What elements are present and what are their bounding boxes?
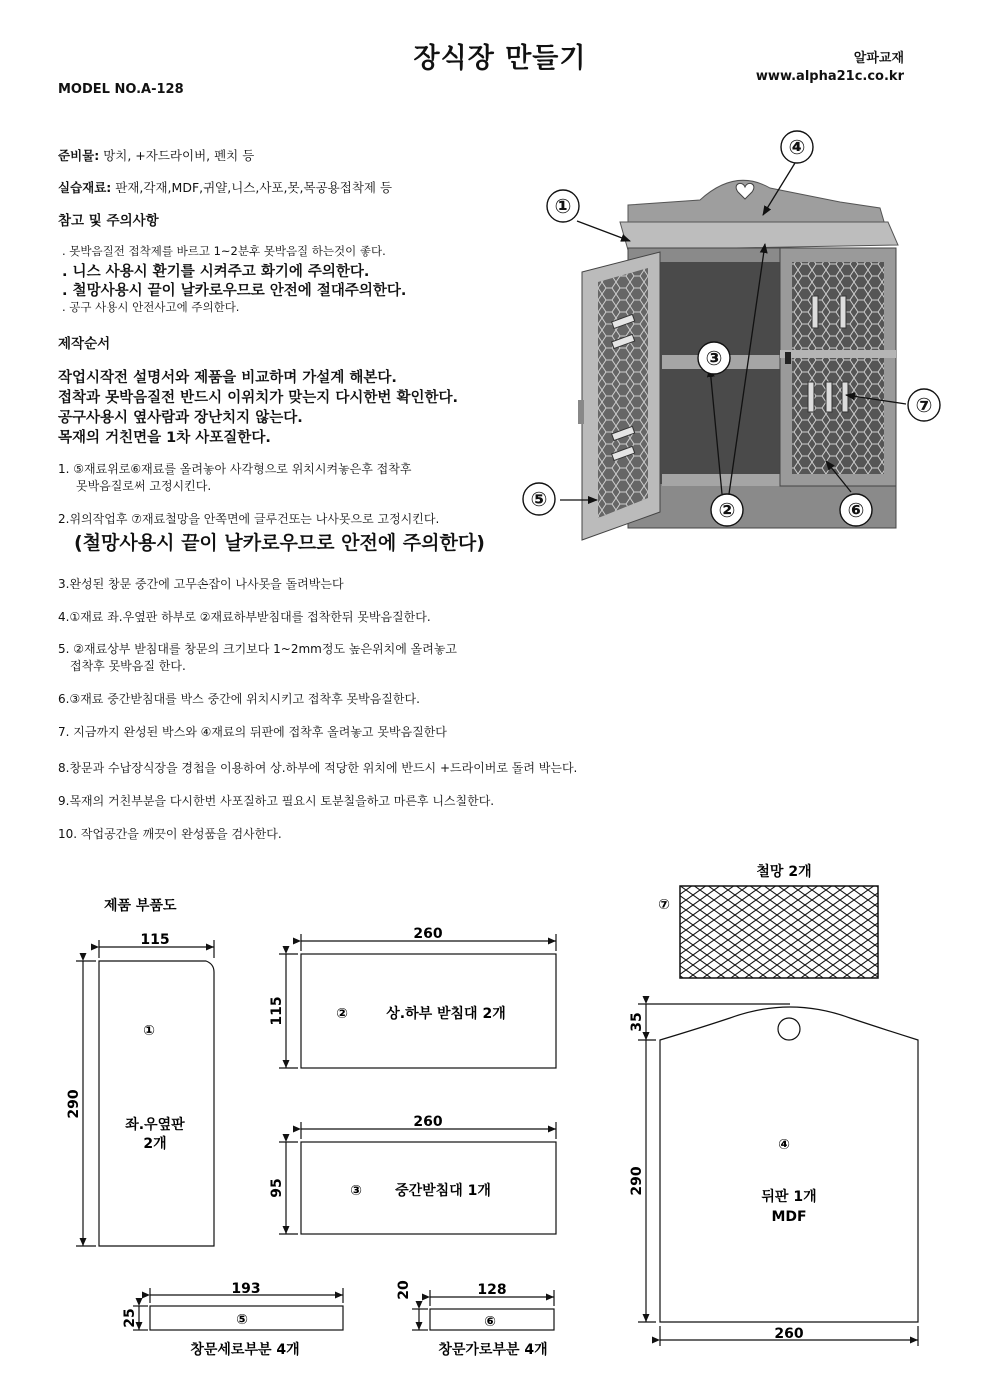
part-6-number: ⑥ <box>484 1314 496 1330</box>
part-2-width: 260 <box>413 926 443 942</box>
page-title: 장식장 만들기 <box>413 43 587 74</box>
part-3-height: 95 <box>269 1178 285 1198</box>
part-4-drawing <box>638 1004 918 1346</box>
part-2-height: 115 <box>269 996 285 1026</box>
note-item: . 공구 사용시 안전사고에 주의한다. <box>62 300 240 314</box>
prep-item: 공구사용시 옆사람과 장난치지 않는다. <box>58 410 303 426</box>
tools-text: 망치, +자드라이버, 펜치 등 <box>99 148 255 163</box>
part-7-number: ⑦ <box>658 897 670 913</box>
part-1-name: 좌.우옆판 <box>125 1117 185 1133</box>
step-3: 3.완성된 창문 중간에 고무손잡이 나사못을 돌려박는다 <box>58 577 344 591</box>
part-7-name: 철망 2개 <box>756 864 812 880</box>
part-6-name: 창문가로부분 4개 <box>438 1342 548 1358</box>
note-item: . 못박음질전 접착제를 바르고 1~2분후 못박음질 하는것이 좋다. <box>62 244 386 258</box>
photo-label-6: ⑥ <box>847 498 865 522</box>
part-2-drawing <box>279 934 556 1068</box>
brand-name: 알파교재 <box>853 51 904 66</box>
step-9: 9.목재의 거친부분을 다시한번 사포질하고 필요시 토분칠을하고 마른후 니스칠한다. <box>58 794 495 808</box>
part-4-top-height: 35 <box>629 1012 645 1032</box>
part-4-name: 뒤판 1개 <box>761 1189 817 1205</box>
part-1-number: ① <box>143 1023 155 1039</box>
part-6-width: 128 <box>477 1282 507 1298</box>
tools-label: 준비물: <box>58 148 100 163</box>
part-6-height: 20 <box>396 1280 412 1300</box>
photo-label-4: ④ <box>788 135 806 159</box>
step-1-cont: 못박음질로써 고정시킨다. <box>76 479 212 493</box>
order-heading: 제작순서 <box>58 336 111 352</box>
prep-item: 목재의 거친면을 1차 사포질한다. <box>58 430 271 446</box>
part-5-width: 193 <box>231 1281 261 1297</box>
photo-label-7: ⑦ <box>915 393 933 417</box>
photo-label-1: ① <box>554 194 572 218</box>
materials-label: 실습재료: <box>58 180 112 195</box>
part-3-name: 중간받침대 1개 <box>395 1183 491 1199</box>
part-2-name: 상.하부 받침대 2개 <box>386 1006 506 1022</box>
part-3-number: ③ <box>350 1183 362 1199</box>
brand-url: www.alpha21c.co.kr <box>755 69 904 84</box>
part-4-material: MDF <box>771 1209 807 1225</box>
part-3-drawing <box>279 1122 556 1234</box>
wire-warning: (철망사용시 끝이 날카로우므로 안전에 주의한다) <box>74 532 485 554</box>
part-3-width: 260 <box>413 1114 443 1130</box>
photo-label-3: ③ <box>705 346 723 370</box>
step-2: 2.위의작업후 ⑦재료철망을 안쪽면에 글루건또는 나사못으로 고정시킨다. <box>58 512 440 526</box>
part-1-drawing <box>76 940 214 1246</box>
step-8: 8.창문과 수납장식장을 경첩을 이용하여 상.하부에 적당한 위치에 반드시 +드라이버로 돌려 박는다. <box>58 761 578 775</box>
step-10: 10. 작업공간을 깨끗이 완성품을 검사한다. <box>58 827 282 841</box>
part-4-height: 290 <box>629 1166 645 1196</box>
step-7: 7. 지금까지 완성된 박스와 ④재료의 뒤판에 접착후 올려놓고 못박음질한다 <box>58 725 447 739</box>
part-5-height: 25 <box>122 1308 138 1328</box>
part-1-width: 115 <box>140 932 170 948</box>
part-4-width: 260 <box>774 1326 804 1342</box>
step-4: 4.①재료 좌.우옆판 하부로 ②재료하부받침대를 접착한뒤 못박음질한다. <box>58 610 431 624</box>
part-5-number: ⑤ <box>236 1312 248 1328</box>
part-7-drawing <box>680 886 878 978</box>
note-item: . 철망사용시 끝이 날카로우므로 안전에 절대주의한다. <box>62 283 407 299</box>
part-1-height: 290 <box>66 1089 82 1119</box>
step-5: 5. ②재료상부 받침대를 창문의 크기보다 1~2mm정도 높은위치에 올려놓고 <box>58 642 458 656</box>
step-1: 1. ⑤재료위로⑥재료를 올려놓아 사각형으로 위치시켜놓은후 접착후 <box>58 462 412 476</box>
step-6: 6.③재료 중간받침대를 박스 중간에 위치시키고 접착후 못박음질한다. <box>58 692 420 706</box>
notes-heading: 참고 및 주의사항 <box>58 213 159 229</box>
materials-text: 판재,각재,MDF,귀얄,니스,사포,못,목공용접착제 등 <box>111 180 393 195</box>
model-number: MODEL NO.A-128 <box>58 82 184 97</box>
step-5-cont: 접착후 못박음질 한다. <box>70 659 186 673</box>
cabinet-illustration <box>578 180 898 540</box>
part-2-number: ② <box>336 1006 348 1022</box>
prep-item: 접착과 못박음질전 반드시 이위치가 맞는지 다시한번 확인한다. <box>58 390 458 406</box>
note-item: . 니스 사용시 환기를 시켜주고 화기에 주의한다. <box>62 264 370 280</box>
photo-label-2: ② <box>718 498 736 522</box>
photo-label-5: ⑤ <box>530 487 548 511</box>
parts-heading: 제품 부품도 <box>104 898 177 914</box>
part-1-qty: 2개 <box>143 1136 167 1152</box>
part-4-number: ④ <box>778 1137 790 1153</box>
prep-item: 작업시작전 설명서와 제품을 비교하며 가설계 해본다. <box>58 370 397 386</box>
part-5-name: 창문세로부분 4개 <box>190 1342 300 1358</box>
